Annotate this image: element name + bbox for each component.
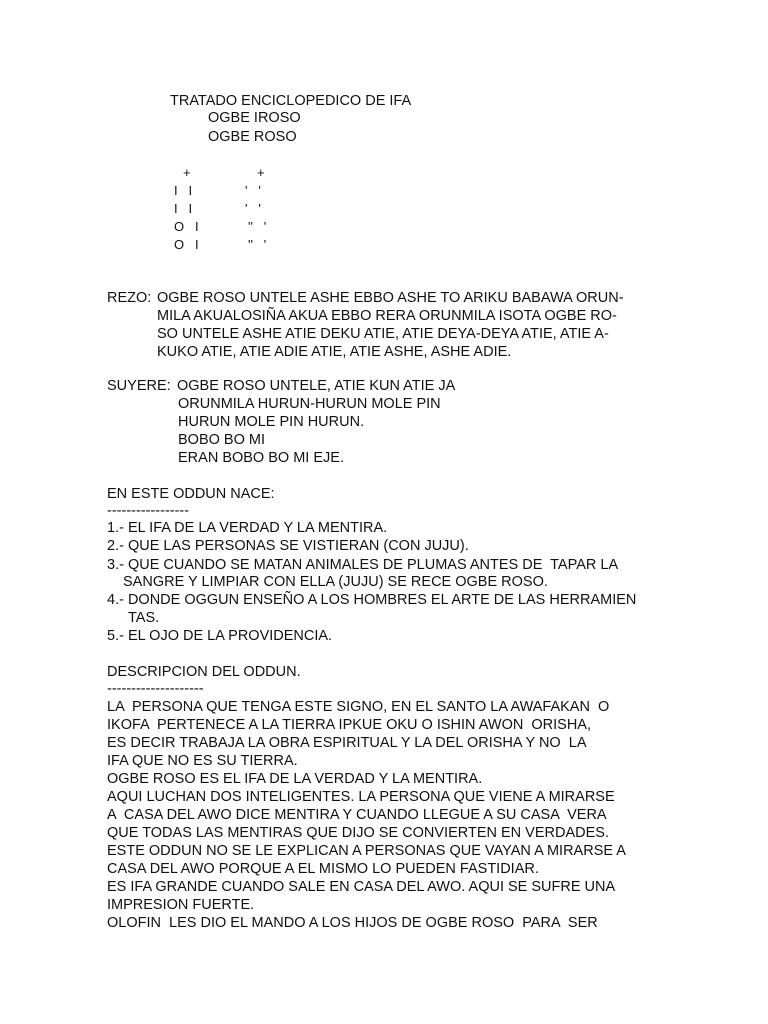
sign-right-mark: ' ' (245, 201, 261, 216)
suyere-line: ERAN BOBO BO MI EJE. (178, 450, 344, 466)
descripcion-rule: -------------------- (107, 681, 204, 697)
nace-item: 2.- QUE LAS PERSONAS SE VISTIERAN (CON JUJU). (107, 538, 469, 554)
rezo-line: SO UNTELE ASHE ATIE DEKU ATIE, ATIE DEYA-DEYA ATIE, ATIE A- (157, 326, 609, 342)
descripcion-line: IKOFA PERTENECE A LA TIERRA IPKUE OKU O ISHIN AWON ORISHA, (107, 717, 592, 733)
oddun-name-secondary: OGBE ROSO (208, 129, 297, 145)
sign-left-mark: O I (174, 237, 199, 252)
nace-item: 3.- QUE CUANDO SE MATAN ANIMALES DE PLUMAS ANTES DE TAPAR LA (107, 557, 619, 573)
document-title: TRATADO ENCICLOPEDICO DE IFA (170, 93, 412, 109)
nace-item-continued: TAS. (128, 610, 160, 626)
sign-left-mark: I I (174, 201, 193, 216)
rezo-line: MILA AKUALOSIÑA AKUA EBBO RERA ORUNMILA ISOTA OGBE RO- (157, 308, 617, 324)
descripcion-line: LA PERSONA QUE TENGA ESTE SIGNO, EN EL SANTO LA AWAFAKAN O (107, 699, 610, 715)
descripcion-line: IMPRESION FUERTE. (107, 897, 255, 913)
nace-heading: EN ESTE ODDUN NACE: (107, 486, 275, 502)
sign-left-mark: + (183, 165, 191, 180)
suyere-line: BOBO BO MI (178, 432, 266, 448)
descripcion-line: ES IFA GRANDE CUANDO SALE EN CASA DEL AWO. AQUI SE SUFRE UNA (107, 879, 616, 895)
nace-item: 5.- EL OJO DE LA PROVIDENCIA. (107, 628, 333, 644)
descripcion-line: CASA DEL AWO PORQUE A EL MISMO LO PUEDEN FASTIDIAR. (107, 861, 539, 877)
oddun-name-primary: OGBE IROSO (208, 110, 301, 126)
nace-rule: ----------------- (107, 503, 190, 519)
nace-item: 4.- DONDE OGGUN ENSEÑO A LOS HOMBRES EL ARTE DE LAS HERRAMIEN (107, 592, 637, 608)
suyere-line: ORUNMILA HURUN-HURUN MOLE PIN (178, 396, 441, 412)
descripcion-line: ESTE ODDUN NO SE LE EXPLICAN A PERSONAS QUE VAYAN A MIRARSE A (107, 843, 626, 859)
descripcion-line: IFA QUE NO ES SU TIERRA. (107, 753, 298, 769)
sign-right-mark: '' ' (248, 219, 267, 234)
sign-right-mark: ' ' (245, 183, 261, 198)
rezo-label: REZO: (107, 290, 152, 306)
descripcion-heading: DESCRIPCION DEL ODDUN. (107, 664, 301, 680)
nace-item: 1.- EL IFA DE LA VERDAD Y LA MENTIRA. (107, 520, 388, 536)
nace-item-continued: SANGRE Y LIMPIAR CON ELLA (JUJU) SE RECE OGBE ROSO. (123, 574, 548, 590)
suyere-line: HURUN MOLE PIN HURUN. (178, 414, 365, 430)
descripcion-line: A CASA DEL AWO DICE MENTIRA Y CUANDO LLEGUE A SU CASA VERA (107, 807, 607, 823)
suyere-label: SUYERE: (107, 378, 171, 394)
sign-left-mark: I I (174, 183, 193, 198)
descripcion-line: OLOFIN LES DIO EL MANDO A LOS HIJOS DE OGBE ROSO PARA SER (107, 915, 598, 931)
descripcion-line: QUE TODAS LAS MENTIRAS QUE DIJO SE CONVIERTEN EN VERDADES. (107, 825, 609, 841)
sign-right-mark: + (257, 165, 265, 180)
descripcion-line: OGBE ROSO ES EL IFA DE LA VERDAD Y LA MENTIRA. (107, 771, 483, 787)
rezo-line: OGBE ROSO UNTELE ASHE EBBO ASHE TO ARIKU BABAWA ORUN- (157, 290, 624, 306)
sign-right-mark: '' ' (248, 237, 267, 252)
descripcion-line: AQUI LUCHAN DOS INTELIGENTES. LA PERSONA QUE VIENE A MIRARSE (107, 789, 615, 805)
suyere-line: OGBE ROSO UNTELE, ATIE KUN ATIE JA (177, 378, 456, 394)
descripcion-line: ES DECIR TRABAJA LA OBRA ESPIRITUAL Y LA DEL ORISHA Y NO LA (107, 735, 587, 751)
rezo-line: KUKO ATIE, ATIE ADIE ATIE, ATIE ASHE, ASHE ADIE. (157, 344, 512, 360)
sign-left-mark: O I (174, 219, 199, 234)
